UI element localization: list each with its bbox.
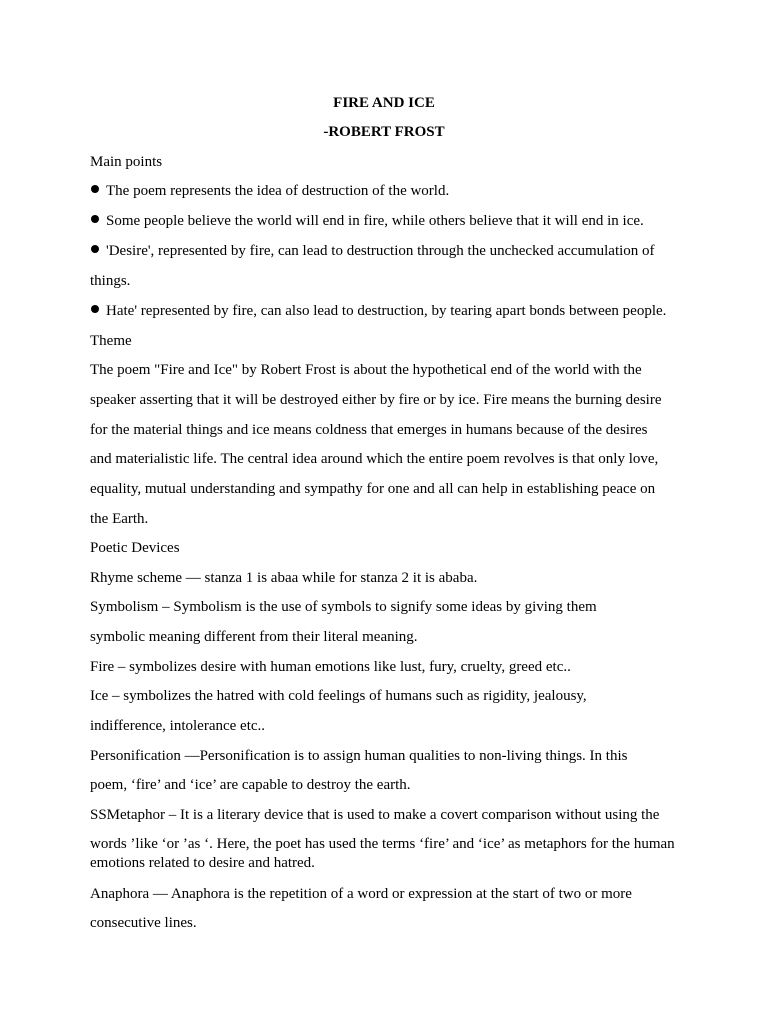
- bullet-item-1: The poem represents the idea of destruction of the world.: [106, 183, 450, 199]
- bullet-icon: [91, 215, 99, 223]
- ice-line: indifference, intolerance etc..: [90, 718, 266, 734]
- bullet-icon: [91, 245, 99, 253]
- theme-line: equality, mutual understanding and sympathy for one and all can help in establishing peace on: [90, 481, 656, 497]
- theme-line: and materialistic life. The central idea around which the entire poem revolves is that only love,: [90, 451, 659, 467]
- poetic-devices-heading: Poetic Devices: [90, 540, 180, 556]
- bullet-icon: [91, 305, 99, 313]
- bullet-item-2: Some people believe the world will end in fire, while others believe that it will end in ice.: [106, 213, 644, 229]
- personification-line: poem, ‘fire’ and ‘ice’ are capable to destroy the earth.: [90, 777, 411, 793]
- bullet-item-4: Hate' represented by fire, can also lead to destruction, by tearing apart bonds between people.: [106, 303, 667, 319]
- bullet-icon: [91, 185, 99, 193]
- anaphora-line: Anaphora — Anaphora is the repetition of a word or expression at the start of two or more: [90, 886, 632, 902]
- fire-text: Fire – symbolizes desire with human emotions like lust, fury, cruelty, greed etc..: [90, 659, 571, 675]
- theme-heading: Theme: [90, 333, 132, 349]
- document-title: FIRE AND ICE: [333, 95, 435, 111]
- main-points-heading: Main points: [90, 154, 163, 170]
- bullet-item-3: 'Desire', represented by fire, can lead to destruction through the unchecked accumulation of: [106, 243, 655, 259]
- bullet-item-3-continuation: things.: [90, 273, 131, 289]
- rhyme-scheme-text: Rhyme scheme — stanza 1 is abaa while for stanza 2 it is ababa.: [90, 570, 478, 586]
- theme-line: speaker asserting that it will be destroyed either by fire or by ice. Fire means the burning desire: [90, 392, 662, 408]
- theme-line: The poem "Fire and Ice" by Robert Frost is about the hypothetical end of the world with the: [90, 362, 642, 378]
- symbolism-line: Symbolism – Symbolism is the use of symbols to signify some ideas by giving them: [90, 599, 597, 615]
- ice-line: Ice – symbolizes the hatred with cold feelings of humans such as rigidity, jealousy,: [90, 688, 587, 704]
- theme-line: the Earth.: [90, 511, 149, 527]
- theme-line: for the material things and ice means coldness that emerges in humans because of the desires: [90, 422, 648, 438]
- anaphora-line: consecutive lines.: [90, 915, 197, 931]
- symbolism-line: symbolic meaning different from their literal meaning.: [90, 629, 418, 645]
- personification-line: Personification —Personification is to assign human qualities to non-living things. In this: [90, 748, 628, 764]
- metaphor-line: SSMetaphor – It is a literary device that is used to make a covert comparison without using the: [90, 807, 660, 823]
- metaphor-line: words ’like ‘or ’as ‘. Here, the poet has used the terms ‘fire’ and ‘ice’ as metaphors for the human emotions related to desire and hatred.: [90, 836, 675, 871]
- document-author: -ROBERT FROST: [323, 124, 445, 140]
